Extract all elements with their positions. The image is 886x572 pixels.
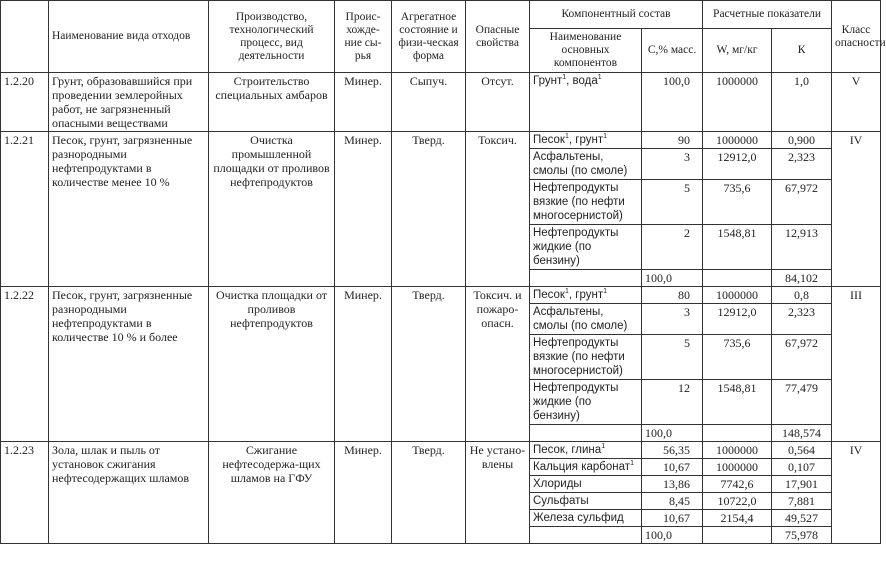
component-name (530, 149, 642, 180)
component-w: 735,6 (703, 180, 772, 225)
component-name (530, 476, 642, 493)
component-name-text: Асфальтены, смолы (по смоле) (533, 306, 628, 332)
total-w-empty (703, 425, 772, 442)
table-row (1, 287, 881, 304)
footnote-mark: 1 (603, 288, 608, 296)
component-w: 1000000 (703, 73, 772, 132)
production-process: Очистка промышленной площадки от проливов нефтепродуктов (209, 132, 335, 287)
component-k: 0,8 (772, 287, 832, 304)
component-name (530, 132, 642, 149)
component-name (530, 380, 642, 425)
waste-code: 1.2.20 (1, 73, 49, 132)
component-content: 13,86 (642, 476, 703, 493)
table-row (1, 442, 881, 459)
component-w: 10722,0 (703, 493, 772, 510)
hazard-properties: Токсич. и пожаро-опасн. (466, 287, 530, 442)
hazard-class: IV (832, 132, 881, 287)
total-content: 100,0 (642, 425, 703, 442)
component-name (530, 510, 642, 527)
component-name-text: Железа сульфид (533, 512, 624, 524)
footnote-mark: 1 (562, 74, 567, 82)
waste-name: Песок, грунт, загрязненные разнородными нефтепродуктами в количестве менее 10 % (49, 132, 209, 287)
component-name-text: Песок (533, 134, 565, 146)
header-production: Производство, технологический процесс, вид деятельности (209, 1, 335, 73)
component-content: 90 (642, 132, 703, 149)
component-name-text: , вода (566, 75, 598, 87)
production-process: Сжигание нефтесодержа-щих шламов на ГФУ (209, 442, 335, 544)
footnote-mark: 1 (601, 443, 606, 451)
component-w: 1548,81 (703, 225, 772, 270)
component-w: 1000000 (703, 459, 772, 476)
component-k: 17,901 (772, 476, 832, 493)
aggregate-state: Тверд. (392, 287, 466, 442)
component-name (530, 287, 642, 304)
footnote-mark: 1 (597, 74, 602, 82)
header-origin: Проис-хожде-ние сы-рья (335, 1, 392, 73)
component-content: 5 (642, 335, 703, 380)
header-calc-group: Расчетные показатели (703, 1, 832, 29)
waste-code: 1.2.21 (1, 132, 49, 287)
component-content: 3 (642, 304, 703, 335)
origin: Минер. (335, 287, 392, 442)
component-name-text: Песок (533, 289, 565, 301)
component-w: 1000000 (703, 287, 772, 304)
component-content: 12 (642, 380, 703, 425)
production-process: Очистка площадки от проливов нефтепродуктов (209, 287, 335, 442)
component-name (530, 493, 642, 510)
footnote-mark: 1 (630, 460, 634, 468)
component-k: 0,564 (772, 442, 832, 459)
component-w: 1000000 (703, 442, 772, 459)
total-w-empty (703, 527, 772, 544)
component-w: 12912,0 (703, 149, 772, 180)
component-w: 735,6 (703, 335, 772, 380)
component-name-text: Сульфаты (533, 495, 589, 507)
total-content: 100,0 (642, 270, 703, 287)
hazard-properties: Отсут. (466, 73, 530, 132)
header-component-name: Наименование основных компонентов (530, 29, 642, 73)
hazard-properties: Токсич. (466, 132, 530, 287)
component-k: 49,527 (772, 510, 832, 527)
component-k: 67,972 (772, 335, 832, 380)
aggregate-state: Тверд. (392, 132, 466, 287)
header-waste-name: Наименование вида отходов (49, 1, 209, 73)
header-hazard: Опасные свойства (466, 1, 530, 73)
production-process: Строительство специальных амбаров (209, 73, 335, 132)
component-k: 1,0 (772, 73, 832, 132)
waste-name: Грунт, образовавшийся при проведении землеройных работ, не загрязненный опасными веществами (49, 73, 209, 132)
component-name-text: , грунт (568, 134, 604, 146)
origin: Минер. (335, 132, 392, 287)
aggregate-state: Тверд. (392, 442, 466, 544)
header-component-group: Компонентный состав (530, 1, 703, 29)
component-name (530, 225, 642, 270)
total-label-empty (530, 527, 642, 544)
waste-code: 1.2.23 (1, 442, 49, 544)
waste-name: Зола, шлак и пыль от установок сжигания нефтесодержащих шламов (49, 442, 209, 544)
component-content: 56,35 (642, 442, 703, 459)
component-w: 1000000 (703, 132, 772, 149)
component-name-text: Грунт (533, 75, 563, 87)
waste-name: Песок, грунт, загрязненные разнородными нефтепродуктами в количестве 10 % и более (49, 287, 209, 442)
component-name-text: Нефтепродукты жидкие (по бензину) (533, 382, 619, 422)
header-class: Класс опасности (832, 1, 881, 73)
footnote-mark: 1 (564, 288, 569, 296)
component-w: 12912,0 (703, 304, 772, 335)
component-name-text: Хлориды (533, 478, 582, 490)
total-k: 84,102 (772, 270, 832, 287)
component-name (530, 459, 642, 476)
aggregate-state: Сыпуч. (392, 73, 466, 132)
footnote-mark: 1 (564, 133, 569, 141)
hazard-class: IV (832, 442, 881, 544)
component-content: 5 (642, 180, 703, 225)
component-k: 67,972 (772, 180, 832, 225)
component-w: 7742,6 (703, 476, 772, 493)
total-content: 100,0 (642, 527, 703, 544)
component-name (530, 304, 642, 335)
component-name (530, 180, 642, 225)
total-label-empty (530, 270, 642, 287)
header-aggregate: Агрегатное состояние и физи-ческая форма (392, 1, 466, 73)
waste-code: 1.2.22 (1, 287, 49, 442)
component-w: 2154,4 (703, 510, 772, 527)
hazard-class: V (832, 73, 881, 132)
component-content: 10,67 (642, 459, 703, 476)
component-name-text: Кальция карбонат (533, 461, 631, 473)
total-w-empty (703, 270, 772, 287)
hazard-properties: Не устано-влены (466, 442, 530, 544)
component-name-text: Нефтепродукты жидкие (по бензину) (533, 227, 619, 267)
component-k: 0,107 (772, 459, 832, 476)
component-content: 100,0 (642, 73, 703, 132)
component-content: 80 (642, 287, 703, 304)
origin: Минер. (335, 442, 392, 544)
component-name-text: Нефтепродукты вязкие (по нефти многосернистой) (533, 182, 625, 222)
component-k: 12,913 (772, 225, 832, 270)
total-k: 75,978 (772, 527, 832, 544)
component-content: 10,67 (642, 510, 703, 527)
component-k: 2,323 (772, 304, 832, 335)
table-row (1, 73, 881, 132)
component-k: 77,479 (772, 380, 832, 425)
component-name-text: , грунт (568, 289, 604, 301)
total-label-empty (530, 425, 642, 442)
table-row (1, 132, 881, 149)
component-name-text: Песок, глина (533, 444, 602, 456)
header-code (1, 1, 49, 73)
header-content: С,% масс. (642, 29, 703, 73)
header-w: W, мг/кг (703, 29, 772, 73)
component-name (530, 442, 642, 459)
component-content: 2 (642, 225, 703, 270)
total-k: 148,574 (772, 425, 832, 442)
component-content: 8,45 (642, 493, 703, 510)
component-name-text: Асфальтены, смолы (по смоле) (533, 151, 628, 177)
component-k: 7,881 (772, 493, 832, 510)
component-name-text: Нефтепродукты вязкие (по нефти многосернистой) (533, 337, 625, 377)
table-body (1, 73, 881, 544)
component-content: 3 (642, 149, 703, 180)
footnote-mark: 1 (603, 133, 608, 141)
component-w: 1548,81 (703, 380, 772, 425)
component-name (530, 335, 642, 380)
header-k: К (772, 29, 832, 73)
hazard-class: III (832, 287, 881, 442)
component-k: 0,900 (772, 132, 832, 149)
component-k: 2,323 (772, 149, 832, 180)
component-name (530, 73, 642, 132)
origin: Минер. (335, 73, 392, 132)
